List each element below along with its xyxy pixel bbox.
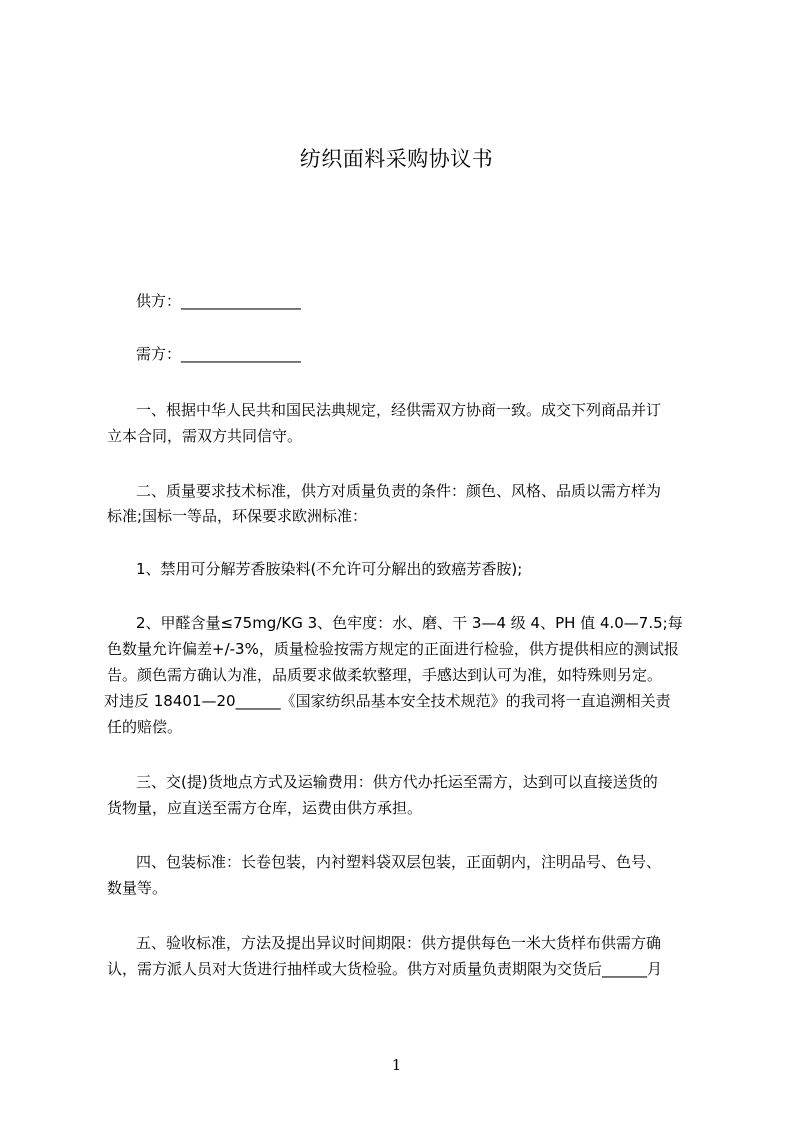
document-title: 纺织面料采购协议书 bbox=[299, 147, 494, 171]
clause-5-line-1: 五、验收标准，方法及提出异议时间期限：供方提供每色一米大货样布供需方确 bbox=[136, 934, 662, 952]
clause-5-line-2: 认，需方派人员对大货进行抽样或大货检验。供方对质量负责期限为交货后______月 bbox=[107, 960, 663, 978]
buyer-line: 需方：________________ bbox=[136, 345, 302, 363]
clause-2-line-2: 标准;国标一等品，环保要求欧洲标准： bbox=[107, 507, 368, 525]
item-2-line-3: 告。颜色需方确认为准，品质要求做柔软整理，手感达到认可为准，如特殊则另定。 bbox=[107, 666, 663, 684]
supplier-line: 供方：________________ bbox=[136, 292, 302, 310]
item-2-line-5: 任的赔偿。 bbox=[107, 718, 183, 736]
page-number: 1 bbox=[391, 1056, 402, 1074]
clause-1-line-1: 一、根据中华人民共和国民法典规定，经供需双方协商一致。成交下列商品并订 bbox=[136, 401, 662, 419]
clause-2-line-1: 二、质量要求技术标准，供方对质量负责的条件：颜色、风格、品质以需方样为 bbox=[136, 482, 662, 500]
clause-3-line-2: 货物量，应直送至需方仓库，运费由供方承担。 bbox=[107, 799, 423, 817]
item-2-line-2: 色数量允许偏差+/-3%，质量检验按需方规定的正面进行检验，供方提供相应的测试报 bbox=[107, 640, 679, 658]
item-1: 1、禁用可分解芳香胺染料(不允许可分解出的致癌芳香胺); bbox=[136, 560, 523, 578]
clause-1-line-2: 立本合同，需双方共同信守。 bbox=[107, 427, 303, 445]
clause-4-line-2: 数量等。 bbox=[107, 879, 168, 897]
item-2-line-1: 2、甲醛含量≤75mg/KG 3、色牢度：水、磨、干 3—4 级 4、PH 值 4.0—7.5;每 bbox=[136, 614, 683, 632]
item-2-line-4: 对违反 18401—20______《国家纺织品基本安全技术规范》的我司将一直追溯相关责 bbox=[104, 692, 671, 710]
clause-4-line-1: 四、包装标准：长卷包装，内衬塑料袋双层包装，正面朝内，注明品号、色号、 bbox=[136, 853, 662, 871]
clause-3-line-1: 三、交(提)货地点方式及运输费用：供方代办托运至需方，达到可以直接送货的 bbox=[136, 773, 658, 791]
